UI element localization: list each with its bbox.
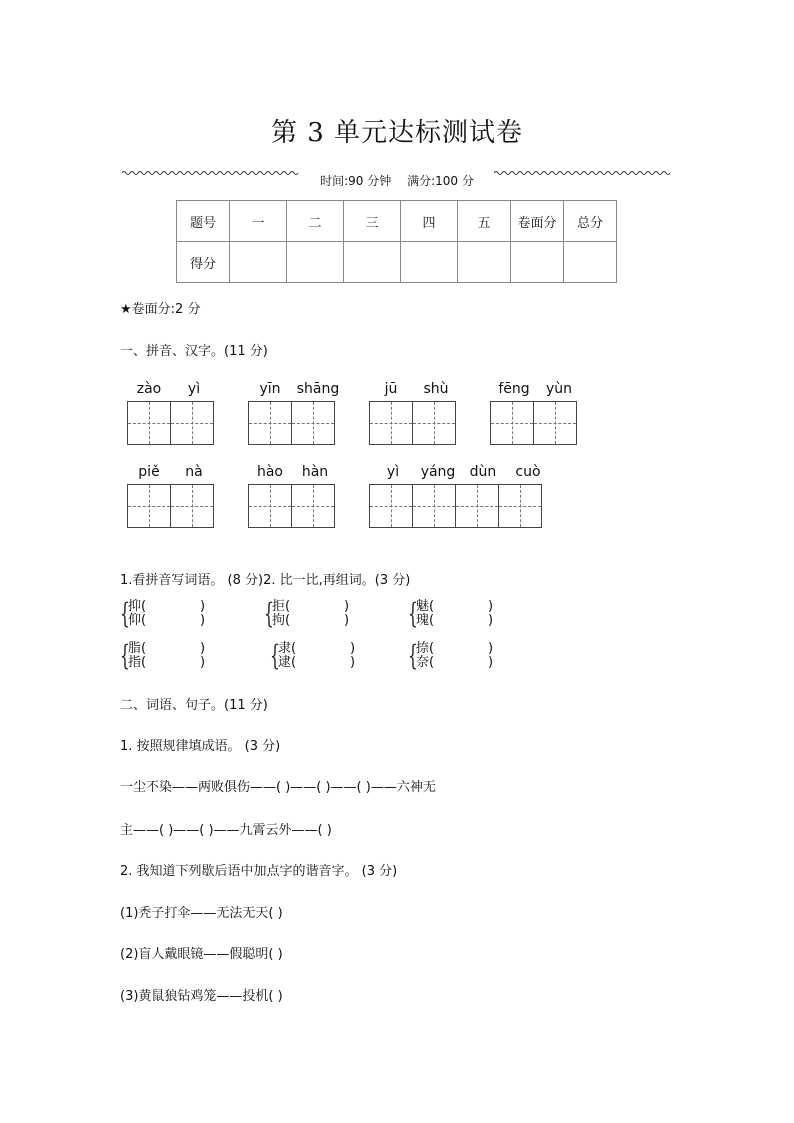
pair-char: 拘(	[272, 613, 291, 628]
section1-question-line: 1.看拼音写词语。 (8 分)2. 比一比,再组词。(3 分)	[120, 573, 411, 588]
neatness-note: ★卷面分:2 分	[120, 302, 201, 317]
pinyin-label: hào	[256, 464, 284, 480]
char-pair: { 魅( ) 瑰( )	[408, 597, 494, 630]
pair-char: 逮(	[278, 655, 297, 670]
pair-char: 脂(	[128, 641, 147, 656]
pair-char: 指(	[128, 655, 147, 670]
writing-grid[interactable]	[127, 401, 213, 445]
score-cell[interactable]	[287, 242, 344, 283]
pinyin-label: piě	[138, 464, 160, 480]
xiehouyu-item: (1)秃子打伞——无法无天( )	[120, 906, 283, 921]
char-pair: { 拒( ) 拘( )	[264, 597, 350, 630]
writing-grid[interactable]	[369, 401, 455, 445]
score-header-cell: 卷面分	[511, 201, 564, 242]
score-header-cell: 四	[401, 201, 458, 242]
score-header-cell: 三	[344, 201, 401, 242]
pinyin-label: yì	[386, 464, 400, 480]
full-score: 满分:100 分	[407, 174, 474, 188]
idiom-fill-line: 主——( )——( )——九霄云外——( )	[120, 823, 332, 838]
char-pair: { 捺( ) 奈( )	[408, 639, 494, 672]
idiom-fill-line: 一尘不染——两败俱伤——( )——( )——( )——六神无	[120, 780, 436, 795]
pinyin-label: shāng	[296, 381, 340, 397]
score-header-cell: 二	[287, 201, 344, 242]
pinyin-label: shù	[423, 381, 449, 397]
score-header-cell: 一	[230, 201, 287, 242]
score-cell[interactable]	[401, 242, 458, 283]
pair-char: 仰(	[128, 613, 147, 628]
score-row-label: 得分	[177, 242, 230, 283]
writing-grid[interactable]	[248, 484, 334, 528]
char-pair: { 脂( ) 指( )	[120, 639, 206, 672]
writing-grid[interactable]	[490, 401, 576, 445]
score-table-score-row	[177, 242, 617, 283]
xiehouyu-item: (3)黄鼠狼钻鸡笼——投机( )	[120, 989, 283, 1004]
score-header-cell: 五	[458, 201, 511, 242]
score-header-cell: 题号	[177, 201, 230, 242]
section2-q2: 2. 我知道下列歇后语中加点字的谐音字。 (3 分)	[120, 864, 398, 879]
xiehouyu-item: (2)盲人戴眼镜——假聪明( )	[120, 947, 283, 962]
pinyin-label: yùn	[545, 381, 573, 397]
pinyin-label: fēng	[498, 381, 530, 397]
pinyin-label: jū	[384, 381, 398, 397]
pinyin-label: yì	[187, 381, 201, 397]
pinyin-label: dùn	[469, 464, 497, 480]
pinyin-label: cuò	[515, 464, 541, 480]
section1-title: 一、拼音、汉字。(11 分)	[120, 344, 268, 359]
score-table-header-row	[177, 201, 617, 242]
score-table	[176, 200, 617, 283]
pair-char: 抑(	[128, 599, 147, 614]
score-cell[interactable]	[564, 242, 617, 283]
writing-grid[interactable]	[369, 484, 541, 528]
pinyin-label: zào	[136, 381, 162, 397]
score-cell[interactable]	[511, 242, 564, 283]
score-cell[interactable]	[458, 242, 511, 283]
char-pair: { 隶( ) 逮( )	[270, 639, 356, 672]
pair-char: 魅(	[416, 599, 435, 614]
section2-title: 二、词语、句子。(11 分)	[120, 698, 268, 713]
pair-char: 瑰(	[416, 613, 435, 628]
pair-char: 捺(	[416, 641, 435, 656]
pair-char: 隶(	[278, 641, 297, 656]
score-cell[interactable]	[230, 242, 287, 283]
pinyin-label: yīn	[259, 381, 281, 397]
pinyin-label: yáng	[420, 464, 456, 480]
section2-q1: 1. 按照规律填成语。 (3 分)	[120, 739, 281, 754]
exam-meta	[0, 172, 794, 189]
char-pair: { 抑( ) 仰( )	[120, 597, 206, 630]
pinyin-label: nà	[185, 464, 203, 480]
writing-grid[interactable]	[127, 484, 213, 528]
page-title: 第 3 单元达标测试卷	[270, 118, 524, 148]
time-limit: 时间:90 分钟	[320, 174, 392, 188]
pinyin-label: hàn	[301, 464, 329, 480]
writing-grid[interactable]	[248, 401, 334, 445]
pair-char: 拒(	[272, 599, 291, 614]
pair-char: 奈(	[416, 655, 435, 670]
score-header-cell: 总分	[564, 201, 617, 242]
score-cell[interactable]	[344, 242, 401, 283]
